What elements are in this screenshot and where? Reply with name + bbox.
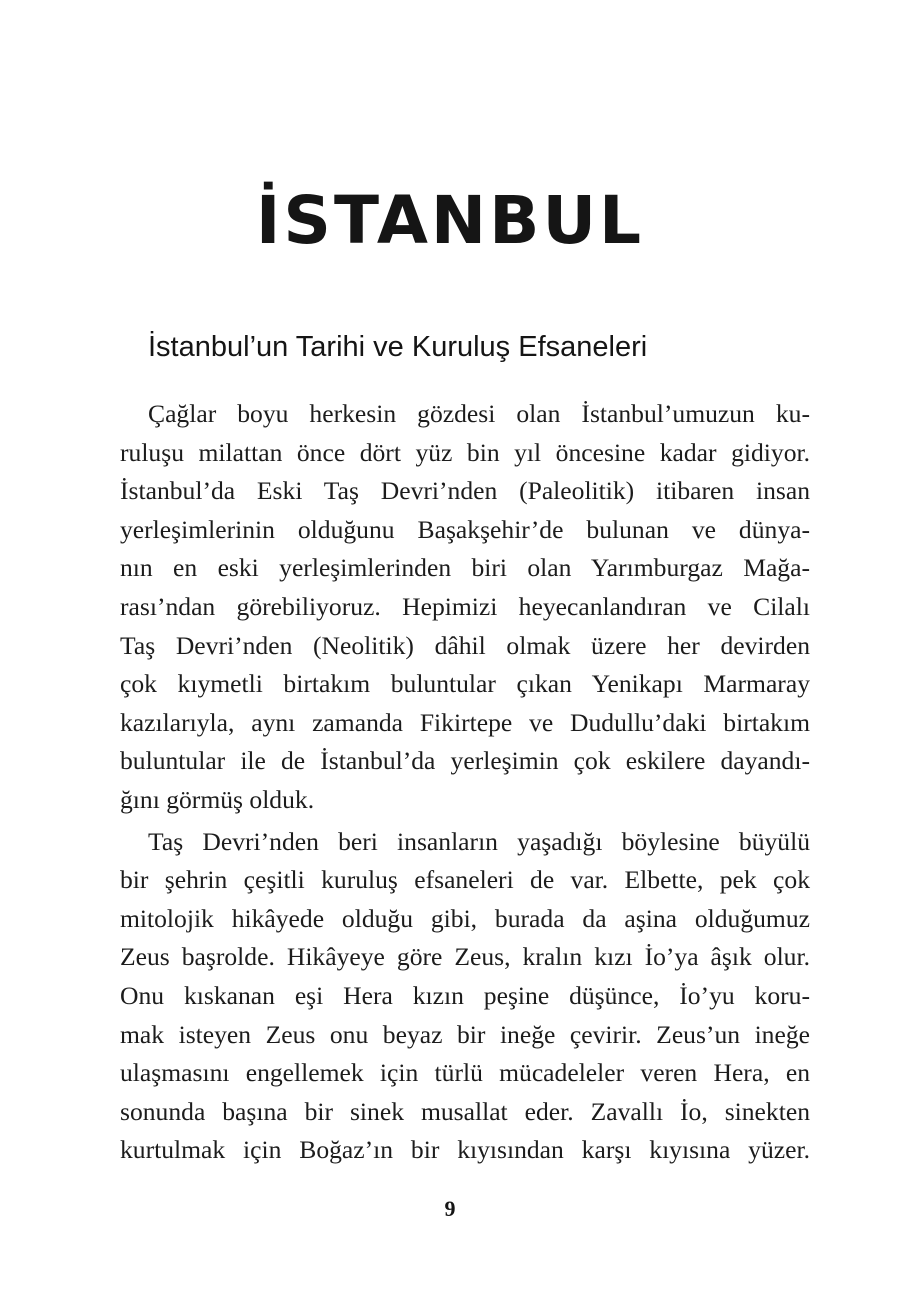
text-line: nın en eski yerleşimlerinden biri olan Yarımburgaz Mağa-	[120, 553, 810, 583]
text-line: mak isteyen Zeus onu beyaz bir ineğe çevirir. Zeus’un ineğe	[120, 1019, 810, 1049]
text-line: Çağlar boyu herkesin gözdesi olan İstanbul’umuzun ku-	[148, 399, 810, 428]
text-line: yerleşimlerinin olduğunu Başakşehir’de bulunan ve dünya-	[120, 514, 810, 544]
text-line: Onu kıskanan eşi Hera kızın peşine düşünce, İo’yu koru-	[120, 980, 810, 1010]
text-line: sonunda başına bir sinek musallat eder. Zavallı İo, sinekten	[120, 1096, 810, 1126]
text-line: çok kıymetli birtakım buluntular çıkan Yenikapı Marmaray	[120, 669, 810, 699]
text-line: ulaşmasını engellemek için türlü mücadeleler veren Hera, en	[120, 1058, 810, 1088]
paragraph-2	[120, 823, 810, 1170]
paragraph-1	[120, 395, 810, 820]
text-line: ruluşu milattan önce dört yüz bin yıl öncesine kadar gidiyor.	[120, 437, 810, 467]
text-line: rası’ndan görebiliyoruz. Hepimizi heyecanlandıran ve Cilalı	[120, 591, 810, 621]
chapter-title: İSTANBUL	[255, 182, 645, 259]
text-line: Taş Devri’nden beri insanların yaşadığı böylesine büyülü	[148, 826, 810, 856]
section-heading: İstanbul’un Tarihi ve Kuruluş Efsaneleri	[148, 331, 648, 363]
page-number: 9	[444, 1196, 456, 1221]
text-line: bir şehrin çeşitli kuruluş efsaneleri de var. Elbette, pek çok	[120, 865, 810, 895]
body-text	[120, 395, 810, 1170]
text-line: mitolojik hikâyede olduğu gibi, burada da aşina olduğumuz	[120, 903, 810, 933]
text-line: Zeus başrolde. Hikâyeye göre Zeus, kralın kızı İo’ya âşık olur.	[120, 942, 810, 972]
text-line: İstanbul’da Eski Taş Devri’nden (Paleolitik) itibaren insan	[120, 476, 810, 506]
text-line: Taş Devri’nden (Neolitik) dâhil olmak üzere her devirden	[120, 630, 810, 660]
text-line: kurtulmak için Boğaz’ın bir kıyısından karşı kıyısına yüzer.	[120, 1135, 810, 1165]
text-line: ğını görmüş olduk.	[120, 784, 315, 814]
text-line: buluntular ile de İstanbul’da yerleşimin çok eskilere dayandı-	[120, 746, 810, 776]
text-line: kazılarıyla, aynı zamanda Fikirtepe ve Dudullu’daki birtakım	[120, 707, 810, 737]
